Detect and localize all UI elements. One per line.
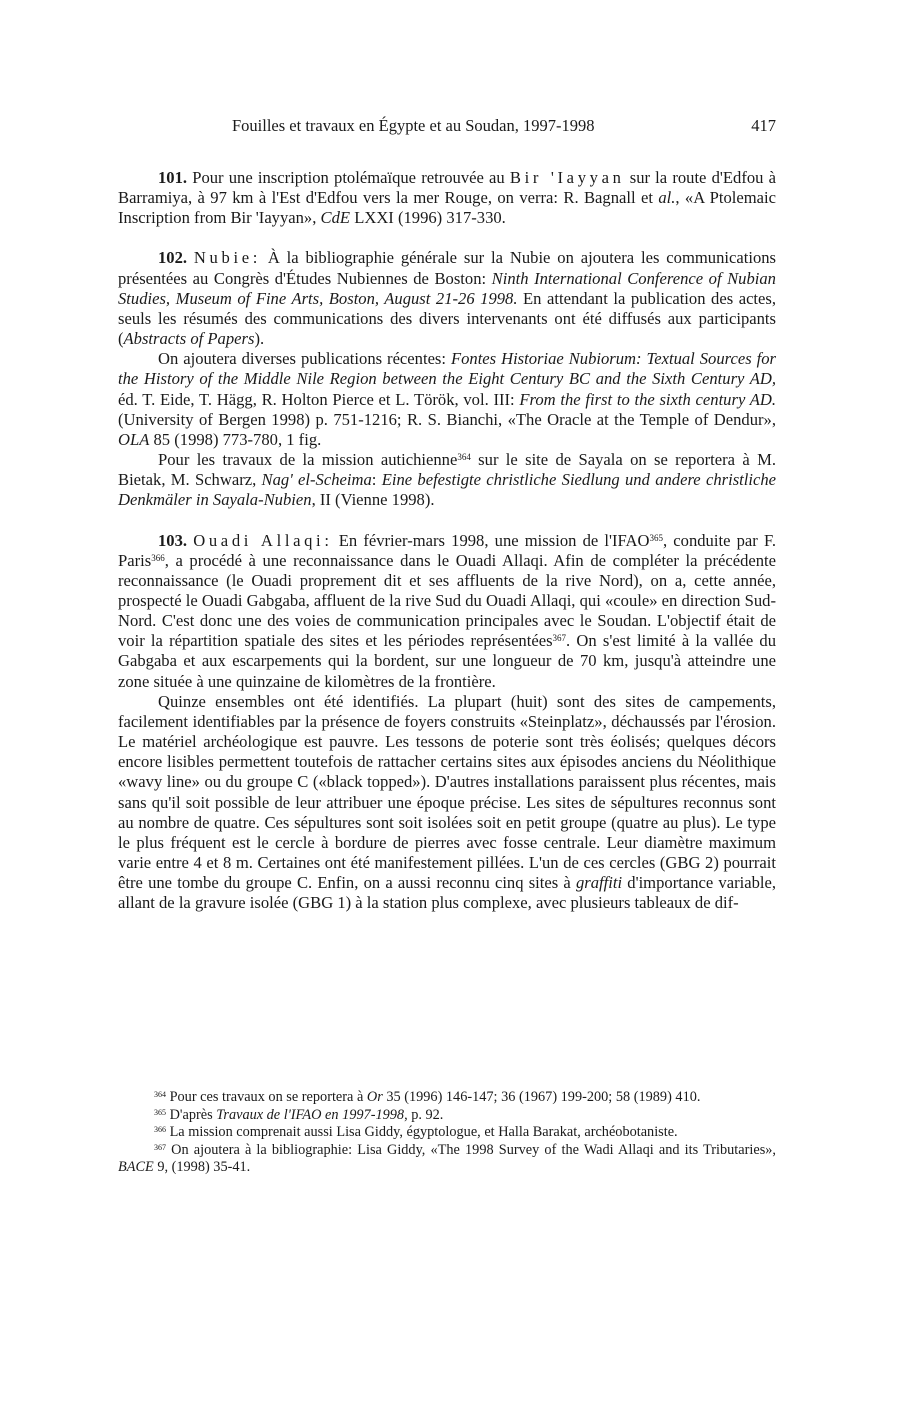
footnote-ref: 366 xyxy=(151,552,165,563)
running-header xyxy=(118,116,776,140)
footnote-number: 365 xyxy=(154,1107,166,1117)
italic-text: Travaux de l'IFAO en 1997-1998 xyxy=(216,1106,405,1123)
footnote-364 xyxy=(118,1089,776,1107)
italic-text: CdE xyxy=(320,208,351,228)
text-run: , a procédé à une reconnaissance dans le Ouadi Allaqi. Afin de compléter la précédente reconnaissance (le Ouadi proprement dit et ses affluents de la rive Nord), on a, cette année, prospecté le Ouadi Gabgaba, affluent de la rive Sud du Ouadi Allaqi, qui «coule» en direction Sud-Nord. C'est donc une des voies de communication principales avec le Soudan. L'objectif était de voir la répartition spatiale des sites et les périodes représentées xyxy=(118,550,776,651)
footnote-ref: 367 xyxy=(552,633,567,644)
text-run: , p. 92. xyxy=(404,1106,444,1123)
italic-text: al. xyxy=(658,188,676,208)
text-run: Nubie: xyxy=(193,248,261,268)
paragraph xyxy=(118,248,776,349)
footnote-number: 367 xyxy=(154,1142,166,1152)
text-run: On ajoutera diverses publications récentes: xyxy=(158,349,451,369)
italic-text: Abstracts of Papers xyxy=(123,329,255,349)
text-run: , conduite par F. Paris xyxy=(118,530,776,570)
italic-text: BACE xyxy=(118,1159,154,1176)
text-run: Ouadi Allaqi: xyxy=(193,530,333,550)
main-text xyxy=(118,168,776,913)
text-run: 35 (1996) 146-147; 36 (1967) 199-200; 58 (1989) 410. xyxy=(382,1089,701,1105)
text-run: sur la route d'Edfou à Barramiya, à 97 km à l'Est d'Edfou vers la mer Rouge, on verra: R. Bagnall et xyxy=(118,168,776,208)
text-run: LXXI (1996) 317-330. xyxy=(350,208,506,228)
footnote-365 xyxy=(118,1107,776,1125)
text-run: , «A Ptolemaic Inscription from Bir 'Iayyan», xyxy=(118,188,777,228)
section-number: 101. xyxy=(158,168,188,187)
section-102 xyxy=(118,248,776,510)
italic-text: OLA xyxy=(118,429,150,449)
text-run: éd. T. Eide, T. Hägg, R. Holton Pierce et L. Török, vol. III: xyxy=(118,389,520,409)
footnotes xyxy=(118,1089,776,1177)
section-101 xyxy=(118,168,776,228)
text-run: On ajoutera à la bibliographie: Lisa Giddy, «The 1998 Survey of the Wadi Allaqi and its Tributaries», xyxy=(166,1141,776,1158)
section-number: 102. xyxy=(158,248,188,268)
paragraph xyxy=(118,531,776,692)
italic-text: From the first to the sixth century AD. xyxy=(519,389,776,409)
footnote-366 xyxy=(118,1124,776,1142)
italic-text: Eine befestigte christliche Siedlung und andere christliche Denkmäler in Sayala-Nubien xyxy=(118,470,777,510)
text-run: Bir 'Iayyan xyxy=(509,168,625,187)
text-run: La mission comprenait aussi Lisa Giddy, égyptologue, et Halla Barakat, archéobotaniste. xyxy=(166,1124,678,1141)
text-run: À la bibliographie générale sur la Nubie on ajoutera les communications présentées au Congrès d'Études Nubiennes de Boston: xyxy=(118,248,776,288)
text-run: Pour les travaux de la mission autichienne xyxy=(158,450,458,470)
footnote-367 xyxy=(118,1142,776,1177)
text-run: sur le site de Sayala on se reportera à M. Bietak, M. Schwarz, xyxy=(118,450,776,490)
footnote-number: 366 xyxy=(154,1125,166,1135)
paragraph xyxy=(118,692,776,914)
text-run: Pour une inscription ptolémaïque retrouvée au xyxy=(192,168,510,187)
italic-text: Ninth International Conference of Nubian Studies, Museum of Fine Arts, Boston, August 21-26 1998. xyxy=(118,268,776,308)
text-run: En février-mars 1998, une mission de l'IFAO xyxy=(332,530,650,550)
text-run: , II (Vienne 1998). xyxy=(311,490,435,510)
italic-text: graffiti xyxy=(575,873,623,893)
text-run: En attendant la publication des actes, seuls les résumés des communications des divers intervenants ont été diffusés aux participants ( xyxy=(118,288,777,349)
text-run: : xyxy=(371,470,382,490)
text-run: ). xyxy=(254,329,265,349)
footnote-ref: 364 xyxy=(457,452,471,463)
italic-text: Fontes Historiae Nubiorum: Textual Sources for the History of the Middle Nile Region between the Eight Century BC and the Sixth Century AD, xyxy=(118,349,776,389)
section-number: 103. xyxy=(158,530,188,550)
italic-text: Nag' el-Scheima xyxy=(261,470,372,490)
text-run: . On s'est limité à la vallée du Gabgaba et aux escarpements qui la bordent, sur une longueur de 70 km, jusqu'à atteindre une zone située à une quinzaine de kilomètres de la frontière. xyxy=(118,631,777,691)
text-run: 9, (1998) 35-41. xyxy=(153,1159,251,1176)
paragraph xyxy=(118,349,776,450)
page-number: 417 xyxy=(751,116,776,135)
paragraph xyxy=(118,168,776,228)
text-run: Pour ces travaux on se reportera à xyxy=(166,1089,367,1105)
paragraph xyxy=(118,450,776,510)
italic-text: Or xyxy=(366,1089,383,1105)
section-103 xyxy=(118,531,776,914)
footnote-ref: 365 xyxy=(649,532,663,543)
text-run: D'après xyxy=(166,1106,217,1123)
text-run: 85 (1998) 773-780, 1 fig. xyxy=(149,429,322,449)
running-title: Fouilles et travaux en Égypte et au Soudan, 1997-1998 xyxy=(232,116,595,135)
text-run: Quinze ensembles ont été identifiés. La plupart (huit) sont des sites de campements, facilement identifiables par la présence de foyers construits «Steinplatz», déchaussés par l'érosion. Le matériel archéologique est pauvre. Les tessons de poterie sont très éolisés; quelques décors encore lisibles permettent toutefois de rattacher certains sites aux épisodes anciens du Néolithique «wavy line» ou du groupe C («black topped»). D'autres installations paraissent plus récentes, mais sans qu'il soit possible de leur attribuer une époque précise. Les sites de sépultures reconnus sont au nombre de quatre. Ces sépultures sont soit isolées soit en petit groupe (quatre au plus). Le type le plus fréquent est le cercle à bordure de pierres avec fosse centrale. Leur diamètre maximum varie entre 4 et 8 m. Certaines ont été manifestement pillées. L'un de ces cercles (GBG 2) pourrait être une tombe du groupe C. Enfin, on a aussi reconnu cinq sites à xyxy=(118,691,776,893)
text-run: (University of Bergen 1998) p. 751-1216; R. S. Bianchi, «The Oracle at the Temple of Dendur», xyxy=(118,409,776,429)
footnote-number: 364 xyxy=(154,1090,166,1099)
text-run: d'importance variable, allant de la gravure isolée (GBG 1) à la station plus complexe, avec plusieurs tableaux de dif- xyxy=(118,873,776,913)
